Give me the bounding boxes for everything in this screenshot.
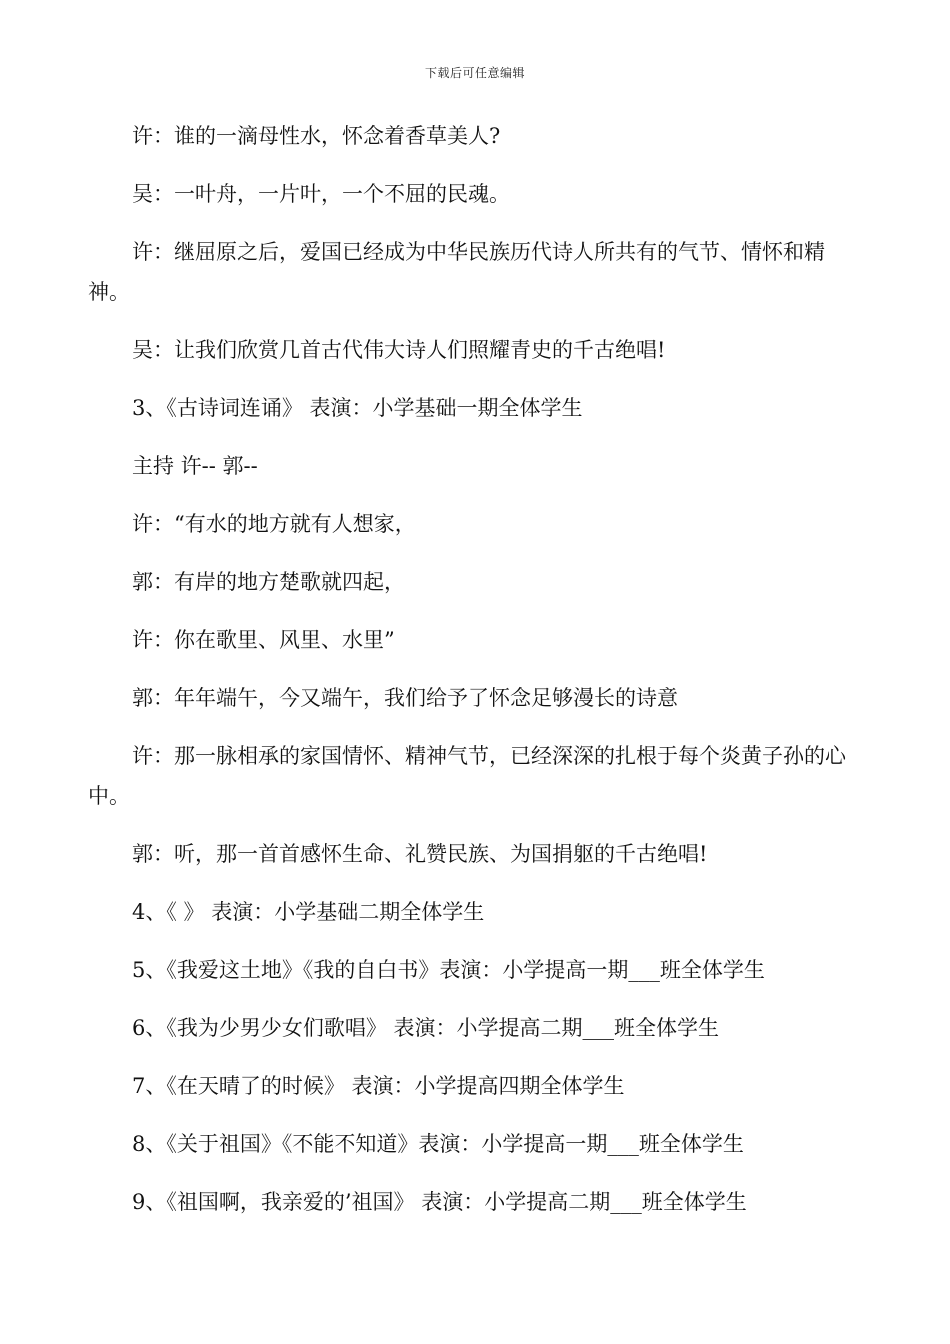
paragraph-8: 郭：有岸的地方楚歌就四起， xyxy=(132,570,405,594)
page-header: 下载后可任意编辑 xyxy=(424,66,525,80)
paragraph-11: 许：那一脉相承的家国情怀、精神气节，已经深深的扎根于每个炎黄子孙的心中。 xyxy=(88,744,846,808)
program-item-9: 9、《祖国啊，我亲爱的’祖国》 表演：小学提高二期___班全体学生 xyxy=(132,1190,747,1214)
paragraph-2: 吴：一叶舟，一片叶，一个不屈的民魂。 xyxy=(132,182,510,206)
paragraph-10: 郭：年年端午，今又端午，我们给予了怀念足够漫长的诗意 xyxy=(132,686,678,710)
paragraph-9: 许：你在歌里、风里、水里” xyxy=(132,628,395,652)
paragraph-12: 郭：听，那一首首感怀生命、礼赞民族、为国捐躯的千古绝唱! xyxy=(132,842,708,866)
program-item-4: 4、《 》 表演：小学基础二期全体学生 xyxy=(132,900,485,924)
program-item-6: 6、《我为少男少女们歌唱》 表演：小学提高二期___班全体学生 xyxy=(132,1016,720,1040)
hosts-line: 主持 许-- 郭-- xyxy=(132,454,258,478)
program-item-3: 3、《古诗词连诵》 表演：小学基础一期全体学生 xyxy=(132,396,583,420)
program-item-5: 5、《我爱这土地》《我的自白书》表演：小学提高一期___班全体学生 xyxy=(132,958,765,982)
paragraph-7: 许：“有水的地方就有人想家， xyxy=(132,512,416,536)
document-body xyxy=(88,116,858,1240)
paragraph-1: 许：谁的一滴母性水，怀念着香草美人? xyxy=(132,124,501,148)
paragraph-3: 许：继屈原之后，爱国已经成为中华民族历代诗人所共有的气节、情怀和精神。 xyxy=(88,240,825,304)
program-item-8: 8、《关于祖国》《不能不知道》表演：小学提高一期___班全体学生 xyxy=(132,1132,744,1156)
paragraph-4: 吴：让我们欣赏几首古代伟大诗人们照耀青史的千古绝唱! xyxy=(132,338,666,362)
program-item-7: 7、《在天晴了的时候》 表演：小学提高四期全体学生 xyxy=(132,1074,625,1098)
